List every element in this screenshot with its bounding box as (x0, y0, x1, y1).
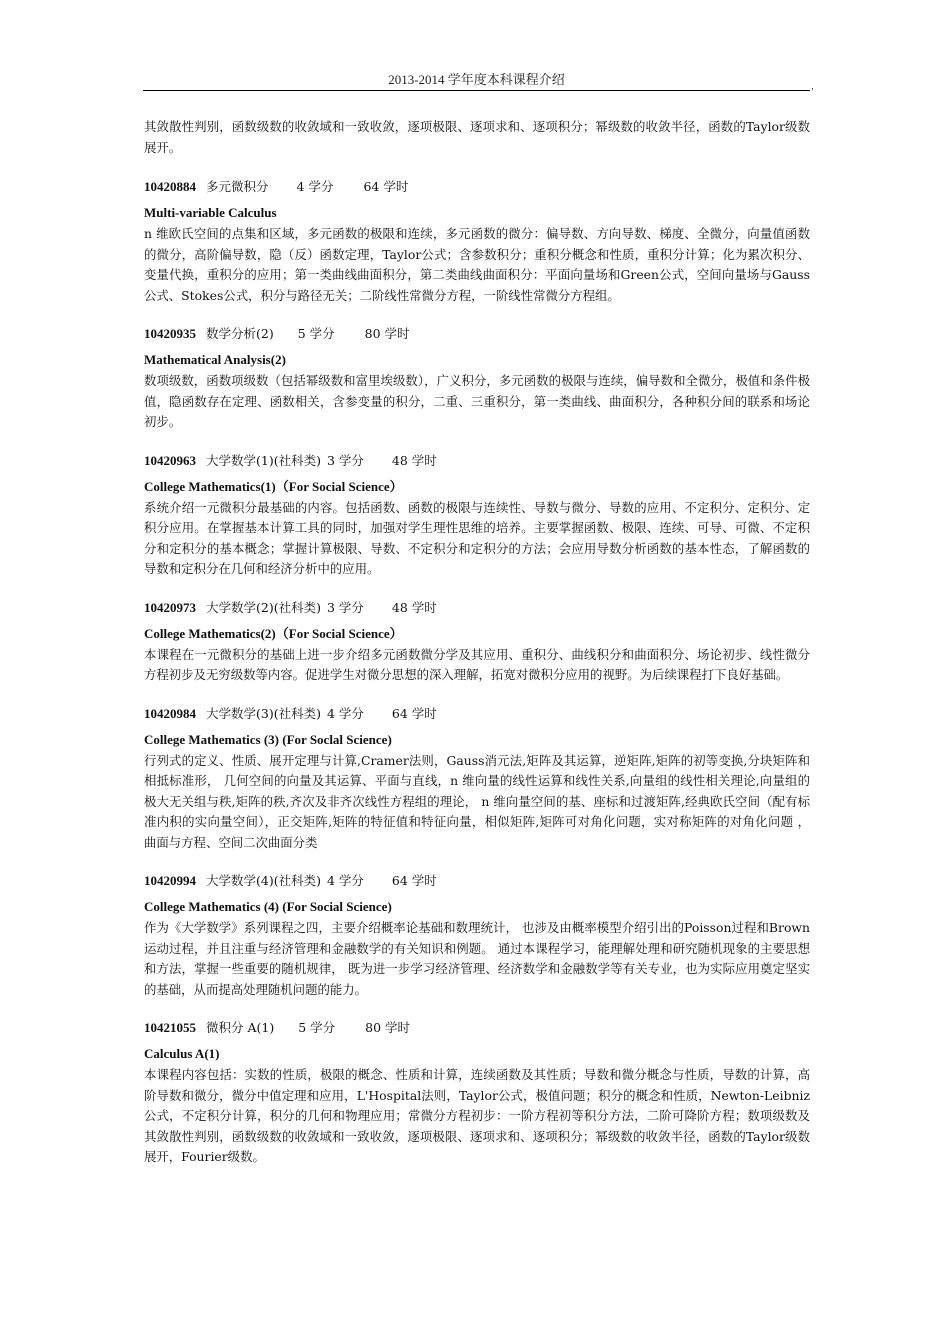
course-code: 10420973 (144, 599, 196, 615)
header-rule (143, 90, 810, 91)
course-heading (144, 872, 810, 890)
course-name: 微积分 A(1) (206, 1020, 275, 1035)
course-entry (144, 705, 810, 854)
course-credits: 4 学分 (296, 179, 334, 194)
course-heading (144, 325, 810, 343)
course-english-title: College Mathematics(1)（For Social Science） (144, 478, 403, 494)
course-entry (144, 599, 810, 686)
course-description: 本课程内容包括：实数的性质，极限的概念、性质和计算，连续函数及其性质；导数和微分概念与性质，导数的计算，高阶导数和微分，微分中值定理和应用，L'Hospital法则，Taylor公式，极值问题；积分的概念和性质，Newton-Leibniz 公式，不定积分计算，积分的几何和物理应用；常微分方程初步：一阶方程初等积分方法，二阶可降阶方程；数项级数及其敛散性判别，函数级数的收敛域和一致收敛，逐项极限、逐项求和、逐项积分；幂级数的收敛半径，函数的Taylor级数展开，Fourier级数。 (144, 1067, 810, 1164)
intro-paragraph: 其敛散性判别，函数级数的收敛域和一致收敛，逐项极限、逐项求和、逐项积分；幂级数的收敛半径，函数的Taylor级数展开。 (144, 119, 810, 155)
course-heading (144, 599, 810, 617)
course-hours: 64 学时 (391, 705, 437, 721)
course-english-title: College Mathematics (4) (For Social Science) (144, 899, 392, 914)
course-description: 行列式的定义、性质、展开定理与计算,Cramer法则，Gauss消元法,矩阵及其运算，逆矩阵,矩阵的初等变换,分块矩阵和相抵标准形， 几何空间的向量及其运算、平面与直线，n 维向量的线性运算和线性关系,向量组的线性相关理论,向量组的极大无关组与秩,矩阵的秩,齐次及非齐次线性方程组的理论， n 维向量空间的基、座标和过渡矩阵,经典欧氏空间（配有标准内积的实向量空间），正交矩阵,矩阵的特征值和特征向量，相似矩阵,矩阵可对角化问题，实对称矩阵的对角化问题 ， 曲面与方程、空间二次曲面分类 (144, 752, 810, 850)
header-mark: ， (811, 82, 821, 92)
course-description: n 维欧氏空间的点集和区域，多元函数的极限和连续，多元函数的微分：偏导数、方向导数、梯度、全微分，向量值函数的微分，高阶偏导数，隐（反）函数定理，Taylor公式；含参数积分；重积分概念和性质，重积分计算；化为累次积分、变量代换，重积分的应用；第一类曲线曲面积分，第二类曲线曲面积分：平面向量场和Green公式，空间向量场与Gauss公式、Stokes公式，积分与路径无关；二阶线性常微分方程，一阶线性常微分方程组。 (144, 226, 810, 303)
course-hours: 48 学时 (391, 599, 437, 615)
course-entry (144, 872, 810, 1000)
course-credits: 3 学分 (326, 599, 364, 615)
course-name: 大学数学(2)(社科类) (206, 599, 321, 615)
course-code: 10420963 (144, 452, 196, 468)
course-name: 大学数学(1)(社科类) (206, 452, 321, 468)
course-name: 多元微积分 (206, 179, 269, 194)
course-description: 本课程在一元微积分的基础上进一步介绍多元函数微分学及其应用、重积分、曲线积分和曲面积分、场论初步、线性微分方程初步及无穷级数等内容。促进学生对微分思想的深入理解，拓宽对微积分应用的视野。为后续课程打下良好基础。 (144, 646, 810, 682)
course-code: 10420884 (144, 179, 196, 194)
course-code: 10420994 (144, 873, 196, 888)
course-english-title: Multi-variable Calculus (144, 205, 277, 220)
course-hours: 80 学时 (365, 1020, 411, 1035)
course-credits: 5 学分 (298, 1020, 336, 1035)
course-heading (144, 452, 810, 470)
course-entry (144, 1019, 810, 1168)
course-hours: 64 学时 (391, 873, 437, 888)
course-code: 10420935 (144, 326, 196, 341)
course-entry (144, 452, 810, 580)
page-header-title: 2013-2014 学年度本科课程介绍 (388, 72, 565, 87)
course-description: 系统介绍一元微积分最基础的内容。包括函数、函数的极限与连续性、导数与微分、导数的应用、不定积分、定积分、定积分应用。在掌握基本计算工具的同时，加强对学生理性思维的培养。主要掌握函数、极限、连续、可导、可微、不定积分和定积分的基本概念；掌握计算极限、导数、不定积分和定积分的方法；会应用导数分析函数的基本性态，了解函数的导数和定积分在几何和经济分析中的应用。 (144, 499, 810, 576)
course-name: 大学数学(4)(社科类) (206, 873, 321, 888)
course-english-title: College Mathematics (3) (For Soclal Science) (144, 731, 392, 747)
course-heading (144, 178, 810, 196)
course-english-title: Mathematical Analysis(2) (144, 352, 286, 367)
course-heading (144, 705, 810, 723)
course-english-title: Calculus A(1) (144, 1046, 220, 1061)
course-credits: 5 学分 (297, 326, 335, 341)
course-credits: 4 学分 (326, 705, 364, 721)
course-hours: 80 学时 (364, 326, 410, 341)
course-entry (144, 325, 810, 433)
course-description: 作为《大学数学》系列课程之四，主要介绍概率论基础和数理统计， 也涉及由概率模型介绍引出的Poisson过程和Brown运动过程，并且注重与经济管理和金融数学的有关知识和例题。 通过本课程学习，能理解处理和研究随机现象的主要思想和方法，掌握一些重要的随机规律， 既为进一步学习经济管理、经济数学和金融数学等有关专业，也为实际应用奠定坚实的基础，从而提高处理随机问题的能力。 (144, 920, 810, 997)
course-name: 数学分析(2) (206, 326, 274, 341)
course-entry (144, 178, 810, 306)
course-code: 10420984 (144, 705, 196, 721)
course-hours: 64 学时 (363, 179, 409, 194)
course-name: 大学数学(3)(社科类) (206, 705, 321, 721)
page-content (144, 117, 810, 1168)
course-credits: 4 学分 (326, 873, 364, 888)
course-heading (144, 1019, 810, 1037)
course-credits: 3 学分 (326, 452, 364, 468)
course-english-title: College Mathematics(2)（For Social Science） (144, 625, 403, 641)
course-hours: 48 学时 (391, 452, 437, 468)
course-code: 10421055 (144, 1020, 196, 1035)
course-description: 数项级数，函数项级数（包括幂级数和富里埃级数），广义积分，多元函数的极限与连续，偏导数和全微分，极值和条件极值，隐函数存在定理、函数相关，含参变量的积分，二重、三重积分，第一类曲线、曲面积分，各种积分间的联系和场论初步。 (144, 373, 810, 429)
